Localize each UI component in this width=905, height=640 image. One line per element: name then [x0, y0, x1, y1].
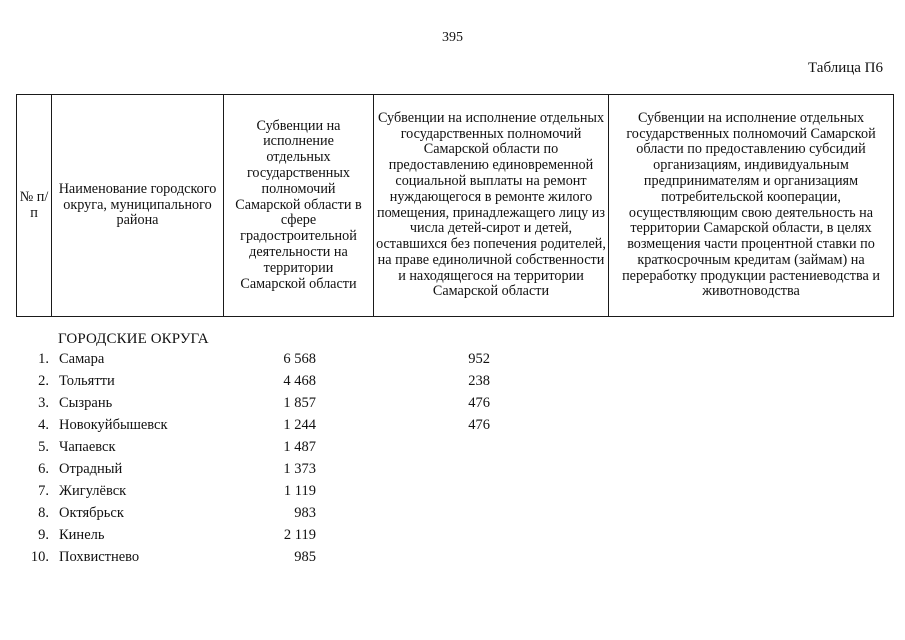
row-number: 10.: [30, 549, 49, 565]
municipality-name: Похвистнево: [59, 549, 140, 565]
table-row: [16, 502, 893, 524]
table-row: [16, 436, 893, 458]
table-caption: Таблица П6: [808, 60, 883, 76]
municipality-name: Чапаевск: [59, 439, 116, 455]
page-number: 395: [442, 30, 463, 45]
municipality-name: Отрадный: [59, 461, 123, 477]
subvention-urban-planning-value: 1 373: [283, 461, 316, 477]
subvention-urban-planning-value: 985: [294, 549, 316, 565]
subvention-urban-planning-value: 1 244: [283, 417, 316, 433]
subvention-orphan-housing-value: 476: [468, 417, 490, 433]
subvention-urban-planning-value: 983: [294, 505, 316, 521]
subvention-orphan-housing-value: 476: [468, 395, 490, 411]
subvention-orphan-housing-value: 238: [468, 373, 490, 389]
section-title: ГОРОДСКИЕ ОКРУГА: [58, 331, 209, 347]
header-subvention-orphan-housing: Субвенции на исполнение отдельных государственных полномочий Самарской области по предоставлению единовременной социальной выплаты на ремонт нуждающегося в ремонте жилого помещения, принадлежащего лицу из числа детей-сирот и детей, оставшихся без попечения родителей, на праве единоличной собственности и находящегося на территории Самарской области: [374, 95, 609, 317]
table-row: [16, 524, 893, 546]
row-number: 2.: [38, 373, 49, 389]
municipality-name: Новокуйбышевск: [59, 417, 168, 433]
subvention-urban-planning-value: 4 468: [283, 373, 316, 389]
table-row: [16, 348, 893, 370]
municipality-name: Октябрьск: [59, 505, 124, 521]
table-row: [16, 392, 893, 414]
municipality-name: Сызрань: [59, 395, 113, 411]
header-name: Наименование городского округа, муниципального района: [52, 95, 224, 317]
header-subvention-agri-credit: Субвенции на исполнение отдельных государственных полномочий Самарской области по предоставлению субсидий организациям, индивидуальным предпринимателям и организациям потребительской кооперации, осуществляющим свою деятельность на территории Самарской области, в целях возмещения части процентной ставки по краткосрочным кредитам (займам) на переработку продукции растениеводства и животноводства: [609, 95, 894, 317]
municipality-name: Тольятти: [59, 373, 115, 389]
row-number: 1.: [38, 351, 49, 367]
table-row: [16, 546, 893, 568]
row-number: 5.: [38, 439, 49, 455]
table-row: [16, 414, 893, 436]
subvention-orphan-housing-value: 952: [468, 351, 490, 367]
row-number: 9.: [38, 527, 49, 543]
row-number: 6.: [38, 461, 49, 477]
subvention-urban-planning-value: 1 119: [283, 483, 316, 499]
subvention-urban-planning-value: 2 119: [283, 527, 316, 543]
municipality-name: Жигулёвск: [59, 483, 127, 499]
row-number: 3.: [38, 395, 49, 411]
municipality-name: Самара: [59, 351, 105, 367]
row-number: 7.: [38, 483, 49, 499]
table-row: [16, 480, 893, 502]
subvention-urban-planning-value: 6 568: [283, 351, 316, 367]
row-number: 4.: [38, 417, 49, 433]
table-body: [16, 348, 893, 568]
subvention-urban-planning-value: 1 487: [283, 439, 316, 455]
row-number: 8.: [38, 505, 49, 521]
header-row: [17, 95, 894, 317]
table-row: [16, 370, 893, 392]
table-row: [16, 458, 893, 480]
table-header: [16, 94, 894, 317]
header-num: № п/п: [17, 95, 52, 317]
municipality-name: Кинель: [59, 527, 105, 543]
header-subvention-urban-planning: Субвенции на исполнение отдельных государственных полномочий Самарской области в сфере градостроительной деятельности на территории Самарской области: [224, 95, 374, 317]
subvention-urban-planning-value: 1 857: [283, 395, 316, 411]
